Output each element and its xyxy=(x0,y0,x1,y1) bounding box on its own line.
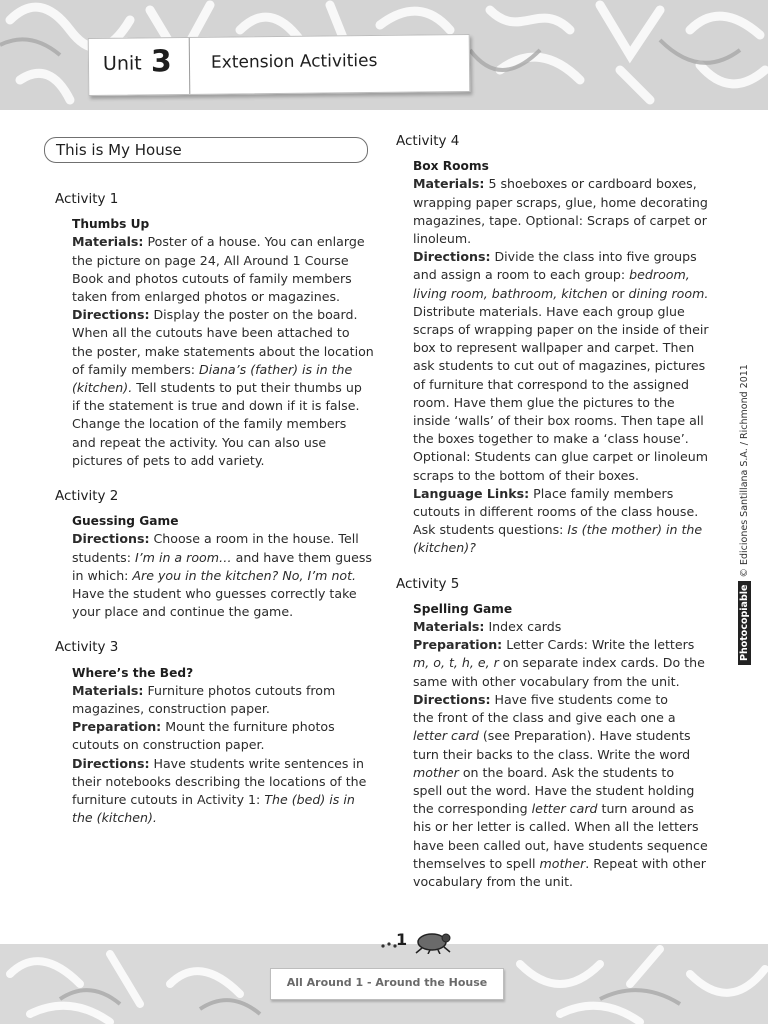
text-line xyxy=(413,412,718,430)
example-text: letter card xyxy=(531,801,598,817)
section-title: This is My House xyxy=(56,141,182,159)
example-text: mother xyxy=(539,855,586,871)
activity-block xyxy=(55,190,377,470)
body-text: Have five students come to xyxy=(490,691,669,707)
text-line xyxy=(413,357,718,375)
body-text: turn around as xyxy=(597,801,694,817)
body-text: have been called out, have students sequence xyxy=(413,837,708,853)
text-line xyxy=(413,266,718,284)
body-text: Optional: Students can glue carpet or linoleum xyxy=(413,449,709,465)
text-line xyxy=(413,376,718,394)
text-line xyxy=(413,673,718,691)
footer-label xyxy=(270,968,504,1000)
section-title-pill xyxy=(44,137,368,163)
activity-block xyxy=(396,575,718,891)
text-line xyxy=(413,800,718,818)
text-line xyxy=(413,709,718,727)
text-line xyxy=(413,764,718,782)
body-text: ask students to cut out of magazines, pictures xyxy=(413,358,706,374)
field-label: Language Links: xyxy=(413,485,530,501)
text-line xyxy=(413,467,718,485)
body-text: Distribute materials. Have each group glue xyxy=(413,303,685,319)
body-text: (see Preparation). Have students xyxy=(478,728,691,744)
text-line xyxy=(413,873,718,891)
text-line xyxy=(413,618,718,636)
body-text: the picture on page 24, All Around 1 Course xyxy=(72,252,349,268)
example-text: (kitchen). xyxy=(72,380,133,396)
text-line xyxy=(413,175,718,193)
activity-block xyxy=(396,132,718,558)
body-text: on separate index cards. Do the xyxy=(498,655,705,671)
body-text: the poster, make statements about the location xyxy=(72,343,374,359)
body-text: your place and continue the game. xyxy=(72,604,294,620)
body-text: same with other vocabulary from the unit. xyxy=(413,673,680,689)
text-line xyxy=(413,727,718,745)
field-label: Directions: xyxy=(72,531,150,547)
activity-body xyxy=(72,664,377,828)
text-line xyxy=(72,379,377,397)
text-line xyxy=(413,539,718,557)
example-text: the (kitchen). xyxy=(72,810,157,826)
activity-title: Thumbs Up xyxy=(72,217,150,232)
unit-header-label xyxy=(88,34,471,96)
activity-title: Guessing Game xyxy=(72,514,179,529)
text-line xyxy=(413,521,718,539)
field-label: Directions: xyxy=(72,307,150,323)
copyright-text: © Ediciones Santillana S.A. / Richmond 2011 xyxy=(739,364,750,578)
body-text: 5 shoeboxes or cardboard boxes, xyxy=(484,176,697,192)
body-text: linoleum. xyxy=(413,231,472,247)
body-text: furniture cutouts in Activity 1: xyxy=(72,792,265,808)
body-text: vocabulary from the unit. xyxy=(413,873,574,889)
activity-body xyxy=(413,600,718,891)
field-label: Materials: xyxy=(72,682,144,698)
text-line xyxy=(72,700,377,718)
text-line xyxy=(72,585,377,603)
text-line xyxy=(413,855,718,873)
text-line xyxy=(72,736,377,754)
body-text: themselves to spell xyxy=(413,855,540,871)
text-line xyxy=(72,343,377,361)
body-text: of furniture that correspond to the assigned xyxy=(413,376,689,392)
field-label: Preparation: xyxy=(72,719,162,735)
text-line xyxy=(413,691,718,709)
left-column xyxy=(55,190,377,845)
example-text: letter card xyxy=(413,728,479,744)
text-line xyxy=(413,194,718,212)
activity-heading: Activity 5 xyxy=(396,575,460,592)
text-line xyxy=(72,773,377,791)
text-line xyxy=(72,306,377,324)
body-text: Book and photos cutouts of family members xyxy=(72,270,352,286)
text-line xyxy=(72,434,377,452)
text-line xyxy=(72,415,377,433)
body-text: and repeat the activity. You can also use xyxy=(72,434,327,450)
example-text: Is (the mother) in the xyxy=(567,522,703,538)
activity-heading: Activity 2 xyxy=(55,488,119,505)
example-text: The (bed) is in xyxy=(264,792,355,808)
body-text: and have them guess xyxy=(231,549,372,565)
text-line xyxy=(413,503,718,521)
text-line xyxy=(72,270,377,288)
body-text: on the board. Ask the students to xyxy=(458,764,675,780)
activity-body xyxy=(72,512,377,621)
text-line xyxy=(413,303,718,321)
header-divider xyxy=(189,38,191,94)
field-label: Materials: xyxy=(72,234,144,250)
body-text: inside ‘walls’ of their box rooms. Then tape all xyxy=(413,413,704,429)
text-line xyxy=(413,782,718,800)
body-text: Display the poster on the board. xyxy=(149,307,358,323)
body-text: in which: xyxy=(72,567,133,583)
text-line xyxy=(72,603,377,621)
page-number: 1 xyxy=(396,930,408,949)
text-line xyxy=(72,682,377,700)
body-text: Letter Cards: Write the letters xyxy=(502,637,695,653)
example-text: m, o, t, h, e, r xyxy=(413,655,499,671)
activity-title: Box Rooms xyxy=(413,159,489,174)
activity-title: Spelling Game xyxy=(413,601,513,616)
text-line xyxy=(413,837,718,855)
body-text: the front of the class and give each one a xyxy=(413,710,676,726)
body-text: box to represent wallpaper and carpet. Then xyxy=(413,340,695,356)
body-text: Index cards xyxy=(484,619,562,635)
text-line xyxy=(413,321,718,339)
activity-title: Where’s the Bed? xyxy=(72,665,194,680)
activity-body xyxy=(413,157,718,557)
activity-heading: Activity 3 xyxy=(55,639,119,656)
text-line xyxy=(413,746,718,764)
body-text: the boxes together to make a ‘class house’. xyxy=(413,431,689,447)
body-text: pictures of pets to add variety. xyxy=(72,452,265,468)
body-text: Place family members xyxy=(529,485,674,501)
body-text: Have the student who guesses correctly take xyxy=(72,586,357,602)
body-text: his or her letter is called. When all the letters xyxy=(413,819,699,835)
body-text: if the statement is true and down if it is false. xyxy=(72,398,360,414)
text-line xyxy=(72,718,377,736)
body-text: Tell students to put their thumbs up xyxy=(132,380,362,396)
example-text: Are you in the kitchen? No, I’m not. xyxy=(132,567,357,583)
text-line xyxy=(413,394,718,412)
body-text: When all the cutouts have been attached to xyxy=(72,325,350,341)
body-text: Furniture photos cutouts from xyxy=(143,682,336,698)
activity-heading: Activity 1 xyxy=(55,191,119,207)
text-line xyxy=(72,324,377,342)
example-text: I’m in a room… xyxy=(134,549,232,565)
text-line xyxy=(72,549,377,567)
photocopiable-badge: Photocopiable xyxy=(738,581,751,665)
body-text: wrapping paper scraps, glue, home decorating xyxy=(413,194,708,210)
text-line xyxy=(72,791,377,809)
activity-heading: Activity 4 xyxy=(396,133,460,149)
body-text: cutouts in different rooms of the class house. xyxy=(413,504,699,520)
text-line xyxy=(413,212,718,230)
body-text: room. Have them glue the pictures to the xyxy=(413,394,675,410)
body-text: magazines, tape. Optional: Scraps of carpet or xyxy=(413,212,707,228)
field-label: Materials: xyxy=(413,619,485,635)
footer-text: All Around 1 - Around the House xyxy=(286,976,488,989)
text-line xyxy=(413,448,718,466)
text-line xyxy=(72,809,377,827)
body-text: magazines, construction paper. xyxy=(72,701,270,717)
text-line xyxy=(72,288,377,306)
example-text: living room, bathroom, kitchen xyxy=(413,285,608,301)
body-text: turn their backs to the class. Write the word xyxy=(413,746,691,762)
field-label: Directions: xyxy=(413,691,491,707)
text-line xyxy=(413,285,718,303)
text-line xyxy=(72,397,377,415)
text-line xyxy=(72,233,377,251)
body-text: or xyxy=(607,285,629,301)
text-line xyxy=(413,339,718,357)
example-text: dining room. xyxy=(628,285,709,301)
example-text: Diana’s (father) is in the xyxy=(199,361,353,377)
body-text: . Repeat with other xyxy=(585,855,706,871)
text-line xyxy=(72,252,377,270)
body-text: spell out the word. Have the student holding xyxy=(413,782,695,798)
activity-block xyxy=(55,638,377,827)
unit-word: Unit xyxy=(102,52,142,75)
field-label: Directions: xyxy=(413,249,491,265)
text-line xyxy=(72,567,377,585)
text-line xyxy=(72,530,377,548)
activity-body xyxy=(72,215,377,470)
body-text: scraps of wrapping paper on the inside of their xyxy=(413,322,709,338)
field-label: Preparation: xyxy=(413,637,503,653)
body-text: Have students write sentences in xyxy=(149,755,364,771)
bug-icon xyxy=(410,928,456,954)
body-text: Ask students questions: xyxy=(413,522,568,538)
body-text: Divide the class into five groups xyxy=(490,249,697,265)
body-text: students: xyxy=(72,549,135,565)
body-text: taken from enlarged photos or magazines. xyxy=(72,289,341,305)
text-line xyxy=(413,230,718,248)
text-line xyxy=(72,755,377,773)
body-text: scraps to the bottom of their boxes. xyxy=(413,467,639,483)
text-line xyxy=(72,361,377,379)
body-text: the corresponding xyxy=(413,801,532,817)
body-text: and assign a room to each group: xyxy=(413,267,630,283)
field-label: Materials: xyxy=(413,176,485,192)
example-text: mother xyxy=(413,764,459,780)
body-text: of family members: xyxy=(72,361,200,377)
example-text: (kitchen)? xyxy=(413,540,476,556)
activity-block xyxy=(55,487,377,621)
body-text: Poster of a house. You can enlarge xyxy=(143,234,365,250)
body-text: Choose a room in the house. Tell xyxy=(149,531,359,547)
body-text: cutouts on construction paper. xyxy=(72,737,265,753)
text-line xyxy=(413,654,718,672)
text-line xyxy=(413,485,718,503)
body-text: their notebooks describing the locations of the xyxy=(72,773,367,789)
body-text: Mount the furniture photos xyxy=(161,719,335,735)
text-line xyxy=(413,818,718,836)
text-line xyxy=(413,248,718,266)
example-text: bedroom, xyxy=(629,267,690,283)
unit-number: 3 xyxy=(150,44,173,80)
header-title: Extension Activities xyxy=(210,50,378,73)
field-label: Directions: xyxy=(72,755,150,771)
right-column xyxy=(396,132,718,908)
text-line xyxy=(72,452,377,470)
body-text: Change the location of the family members xyxy=(72,416,347,432)
text-line xyxy=(413,636,718,654)
text-line xyxy=(413,430,718,448)
